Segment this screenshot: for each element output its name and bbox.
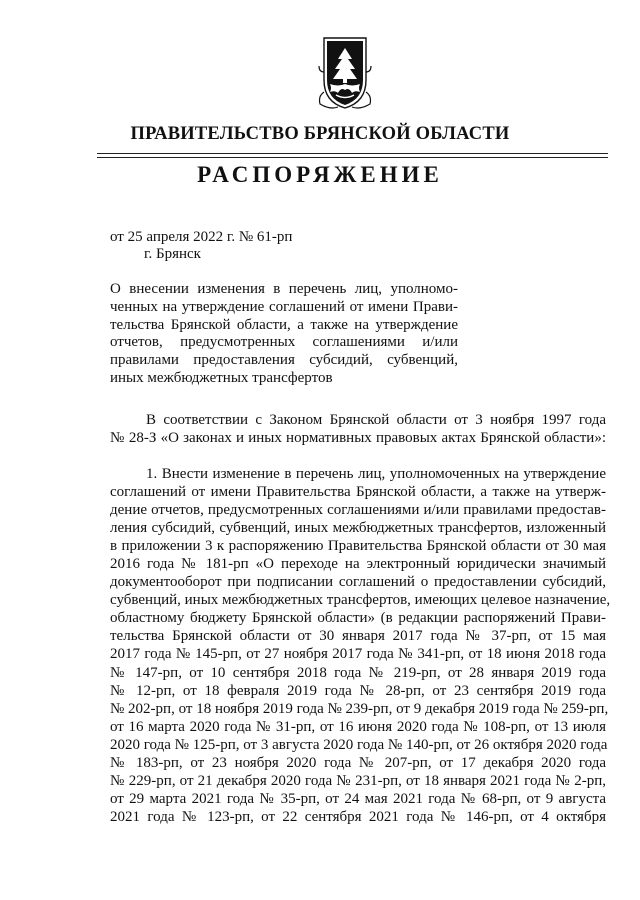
item-1-line: № 12-рп, от 18 февраля 2019 года № 28-рп, от 23 сентября 2019 года <box>110 682 606 699</box>
document-subject <box>110 281 458 388</box>
item-1-line: 2017 года № 145-рп, от 27 ноября 2017 года № 341-рп, от 18 июня 2018 года <box>110 646 606 663</box>
subject-line: О внесении изменения в перечень лиц, уполномо- <box>110 281 458 297</box>
item-1-line: 1. Внести изменение в перечень лиц, уполномоченных на утверждение <box>146 466 606 482</box>
item-1-line: от 16 марта 2020 года № 31-рп, от 16 июня 2020 года № 108-рп, от 13 июля <box>110 718 606 735</box>
item-1-line: № 183-рп, от 23 ноября 2020 года № 207-рп, от 17 декабря 2020 года <box>110 754 606 771</box>
header-divider-bottom <box>97 157 608 158</box>
preamble-paragraph <box>110 411 606 447</box>
bryansk-coat-of-arms-icon <box>316 32 374 110</box>
item-1-line: № 202-рп, от 18 ноября 2019 года № 239-рп, от 9 декабря 2019 года № 259-рп, <box>110 700 609 717</box>
item-1-line: тельства Брянской области от 30 января 2017 года № 37-рп, от 15 мая <box>110 628 606 645</box>
item-1-line: областному бюджету Брянской области» (в редакции распоряжений Прави- <box>110 610 606 627</box>
item-1-line: 2021 года № 123-рп, от 22 сентября 2021 года № 146-рп, от 4 октября <box>110 808 606 825</box>
item-1-line: в приложении 3 к распоряжению Правительства Брянской области от 30 мая <box>110 538 606 555</box>
item-1-paragraph <box>110 465 611 826</box>
item-1-line: ления субсидий, субвенций, иных межбюджетных трансфертов, изложенный <box>110 520 606 537</box>
subject-line: отчетов, предусмотренных соглашениями и/или <box>110 334 458 351</box>
subject-line: правилами предоставления субсидий, субвенций, <box>110 352 458 369</box>
org-title: ПРАВИТЕЛЬСТВО БРЯНСКОЙ ОБЛАСТИ <box>130 124 510 144</box>
item-1-line: № 147-рп, от 10 сентября 2018 года № 219-рп, от 28 января 2019 года <box>110 664 606 681</box>
item-1-line: субвенций, иных межбюджетных трансфертов, имеющих целевое назначение, <box>110 592 611 609</box>
item-1-line: № 229-рп, от 21 декабря 2020 года № 231-рп, от 18 января 2021 года № 2-рп, <box>110 772 606 789</box>
header-divider-top <box>97 153 608 154</box>
document-type-title: РАСПОРЯЖЕНИЕ <box>197 162 443 187</box>
item-1-line: соглашений от имени Правительства Брянской области, а также на утверж- <box>110 484 606 501</box>
document-city: г. Брянск <box>144 246 201 262</box>
subject-line: иных межбюджетных трансфертов <box>110 369 333 386</box>
item-1-line: от 29 марта 2021 года № 35-рп, от 24 мая 2021 года № 68-рп, от 9 августа <box>110 790 606 807</box>
item-1-line: 2016 года № 181-рп «О переходе на электронный юридически значимый <box>110 556 606 573</box>
item-1-line: документооборот при подписании соглашений о предоставлении субсидий, <box>110 574 606 591</box>
preamble-line: В соответствии с Законом Брянской области от 3 ноября 1997 года <box>146 412 606 428</box>
subject-line: ченных на утверждение соглашений от имени Прави- <box>110 298 458 315</box>
document-date-number: от 25 апреля 2022 г. № 61-рп <box>110 229 293 245</box>
preamble-line: № 28-З «О законах и иных нормативных правовых актах Брянской области»: <box>110 430 606 447</box>
subject-line: тельства Брянской области, а также на утверждение <box>110 316 458 333</box>
item-1-line: 2020 года № 125-рп, от 3 августа 2020 года № 140-рп, от 26 октября 2020 года <box>110 736 608 753</box>
item-1-line: дение отчетов, предусмотренных соглашениями и/или правилами предостав- <box>110 502 606 519</box>
